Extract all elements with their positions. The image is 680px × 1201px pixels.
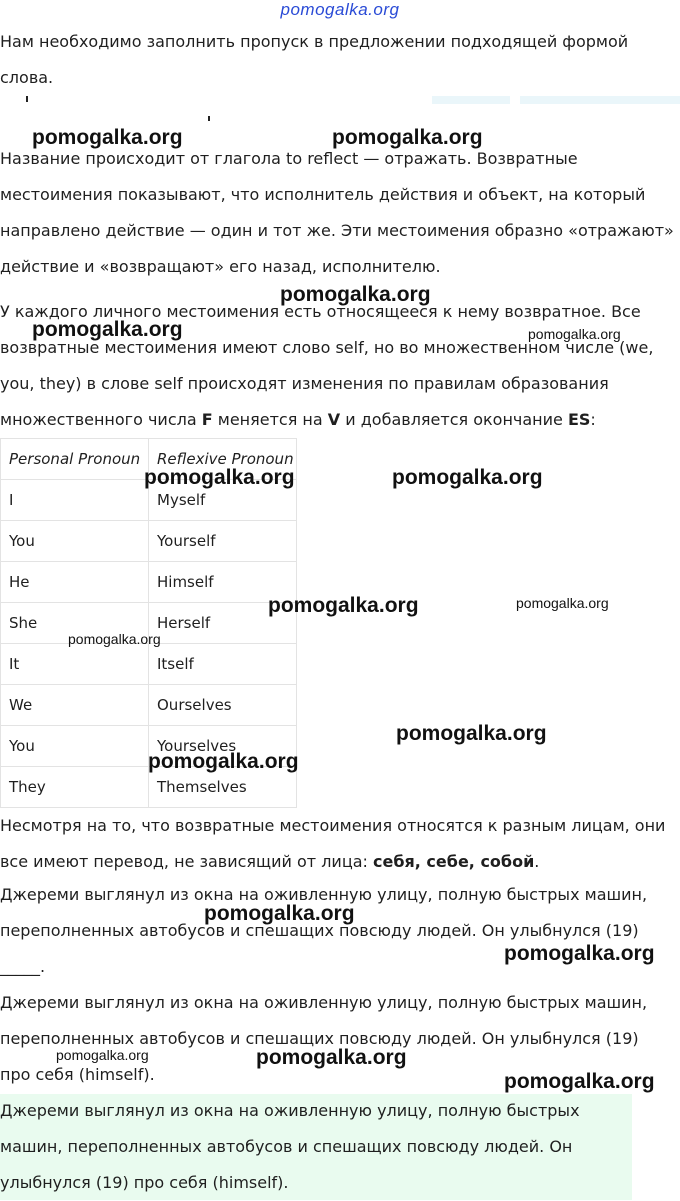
column-header: Personal Pronoun	[1, 439, 149, 480]
table-row	[1, 562, 297, 603]
watermark-text: pomogalka.org	[148, 750, 299, 773]
table-cell: Yourselves	[149, 726, 297, 767]
table-row	[1, 685, 297, 726]
divider-mark	[26, 96, 28, 102]
table-cell: Itself	[149, 644, 297, 685]
site-header[interactable]: pomogalka.org	[280, 0, 400, 19]
table-cell: She	[1, 603, 149, 644]
divider-mark	[208, 116, 210, 121]
watermark-text: pomogalka.org	[504, 1070, 655, 1093]
watermark-text: pomogalka.org	[32, 126, 183, 149]
task-sentence: Джереми выглянул из окна на оживленную улицу, полную быстрых машин, переполненных автобусов и спешащих повсюду людей. Он улыбнулся (19) _____.	[0, 885, 648, 976]
translation-paragraph: Несмотря на то, что возвратные местоимения относятся к разным лицам, они все имеют перевод, не зависящий от лица: себя, себе, собой.	[0, 816, 666, 871]
watermark-text: pomogalka.org	[268, 594, 419, 617]
watermark-text: pomogalka.org	[516, 595, 609, 611]
intro-line-2: слова.	[0, 68, 54, 87]
watermark-text: pomogalka.org	[392, 466, 543, 489]
watermark-text: pomogalka.org	[332, 126, 483, 149]
theory-paragraph-1: Название происходит от глагола to reflect — отражать. Возвратные местоимения показывают, что исполнитель действия и объект, на который направлено действие — один и тот же. Эти местоимения образно «отражают» действие и «возвращают» его назад, исполнителю.	[0, 149, 674, 276]
watermark-text: pomogalka.org	[528, 326, 621, 342]
table-cell: Myself	[149, 480, 297, 521]
decorative-bar	[520, 96, 680, 104]
solution-sentence: Джереми выглянул из окна на оживленную улицу, полную быстрых машин, переполненных автобусов и спешащих повсюду людей. Он улыбнулся (19) про себя (himself).	[0, 993, 648, 1084]
table-cell: Yourself	[149, 521, 297, 562]
table-cell: He	[1, 562, 149, 603]
table-cell: Ourselves	[149, 685, 297, 726]
table-cell: They	[1, 767, 149, 808]
watermark-text: pomogalka.org	[256, 1046, 407, 1069]
table-cell: Herself	[149, 603, 297, 644]
watermark-text: pomogalka.org	[504, 942, 655, 965]
table-cell: You	[1, 726, 149, 767]
theory-paragraph-2: У каждого личного местоимения есть относящееся к нему возвратное. Все возвратные местоимения имеют слово self, но во множественном числе (we, you, they) в слове self происходят изменения по правилам образования множественного числа F меняется на V и добавляется окончание ES:	[0, 302, 654, 429]
table-row	[1, 521, 297, 562]
column-header: Reflexive Pronoun	[149, 439, 297, 480]
watermark-text: pomogalka.org	[396, 722, 547, 745]
watermark-text: pomogalka.org	[32, 318, 183, 341]
table-row	[1, 644, 297, 685]
table-cell: Himself	[149, 562, 297, 603]
watermark-text: pomogalka.org	[56, 1047, 149, 1063]
table-cell: It	[1, 644, 149, 685]
watermark-text: pomogalka.org	[68, 631, 161, 647]
decorative-bar	[432, 96, 510, 104]
answer-blank: _____.	[0, 957, 46, 976]
table-cell: We	[1, 685, 149, 726]
watermark-text: pomogalka.org	[204, 902, 355, 925]
answer-sentence: Джереми выглянул из окна на оживленную улицу, полную быстрых машин, переполненных автобусов и спешащих повсюду людей. Он улыбнулся (19) про себя (himself).	[0, 1101, 580, 1192]
watermark-text: pomogalka.org	[280, 283, 431, 306]
table-cell: Themselves	[149, 767, 297, 808]
table-cell: You	[1, 521, 149, 562]
watermark-text: pomogalka.org	[144, 466, 295, 489]
intro-line-1: Нам необходимо заполнить пропуск в предложении подходящей формой	[0, 32, 629, 51]
table-cell: I	[1, 480, 149, 521]
